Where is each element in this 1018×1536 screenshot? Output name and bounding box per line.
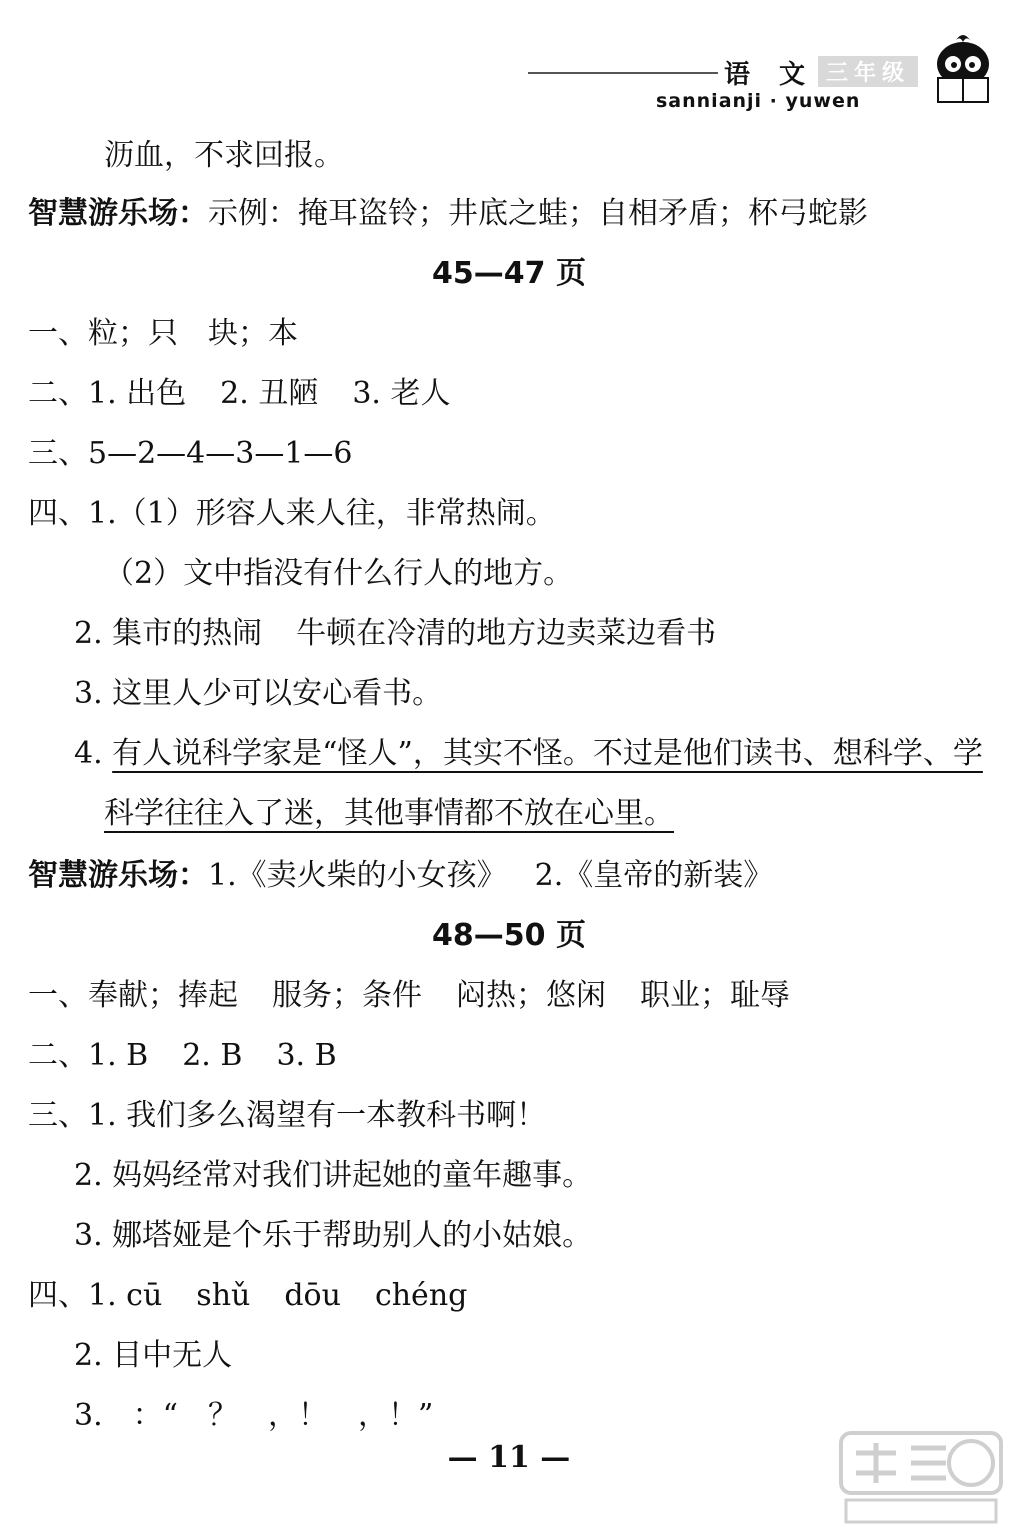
pinyin-item: shǔ	[196, 1278, 251, 1313]
reading-mascot-icon	[928, 30, 998, 105]
underlined-answer: 有人说科学家是“怪人”，其实不怪。不过是他们读书、想科学、学	[112, 736, 983, 771]
page-range-heading: 45—47 页	[432, 256, 586, 291]
page-header	[488, 40, 958, 120]
answer-item: 3. B	[276, 1038, 337, 1073]
answer-item: 2.《皇帝的新装》	[534, 858, 774, 893]
page-number: — 11 —	[447, 1440, 571, 1475]
answer-line	[104, 794, 674, 834]
section-label: 智慧游乐场：	[28, 858, 208, 893]
answer-line: 四、1.（1）形容人来人往，非常热闹。	[28, 496, 556, 531]
answer-item: 1.《卖火柴的小女孩》	[208, 858, 507, 893]
answer-line	[74, 734, 983, 774]
answer-item: 2. B	[182, 1038, 243, 1073]
underlined-answer: 科学往往入了迷，其他事情都不放在心里。	[104, 796, 674, 831]
answer-item: 一、奉献；捧起	[28, 978, 238, 1013]
answer-line: 2. 目中无人	[74, 1338, 233, 1373]
answer-item: 二、1. B	[28, 1038, 149, 1073]
answer-line: 3. 这里人少可以安心看书。	[74, 676, 443, 711]
answer-line	[28, 856, 773, 896]
answer-item: 服务；条件	[272, 978, 422, 1013]
page-range-heading: 48—50 页	[432, 918, 586, 953]
answer-line: （2）文中指没有什么行人的地方。	[104, 556, 574, 591]
answer-line	[28, 1036, 337, 1076]
answer-line: 三、1. 我们多么渴望有一本教科书啊！	[28, 1098, 547, 1133]
answer-line	[28, 1276, 467, 1316]
answer-line	[28, 194, 868, 234]
pinyin-item: chéng	[374, 1278, 468, 1313]
answer-item: 牛顿在冷清的地方边卖菜边看书	[296, 616, 717, 651]
answer-line: 沥血，不求回报。	[104, 138, 344, 173]
answer-line: 3. ：“ ？ ，！ ，！”	[74, 1398, 434, 1433]
answer-item: 3. 老人	[352, 376, 451, 411]
answer-line: 一、粒；只 块；本	[28, 316, 298, 351]
answer-item: 职业；耻辱	[640, 978, 790, 1013]
answer-line	[28, 976, 790, 1016]
answer-item: 2. 丑陋	[220, 376, 319, 411]
answer-line: 2. 妈妈经常对我们讲起她的童年趣事。	[74, 1158, 593, 1193]
header-pinyin: sannianji · yuwen	[656, 90, 861, 112]
answer-item: 2. 集市的热闹	[74, 616, 263, 651]
answer-item: 二、1. 出色	[28, 376, 187, 411]
header-grade: 三年级	[818, 56, 918, 87]
header-subject: 语 文	[718, 54, 821, 91]
pinyin-item: dōu	[284, 1278, 341, 1313]
item-number: 4.	[74, 736, 113, 771]
answer-line	[74, 614, 716, 654]
answer-text: 示例：掩耳盗铃；井底之蛙；自相矛盾；杯弓蛇影	[208, 196, 868, 231]
answer-line: 3. 娜塔娅是个乐于帮助别人的小姑娘。	[74, 1218, 593, 1253]
section-label: 智慧游乐场：	[28, 196, 208, 231]
answer-line: 三、5—2—4—3—1—6	[28, 436, 353, 471]
answer-item: 闷热；悠闲	[456, 978, 606, 1013]
answer-line	[28, 374, 451, 414]
answer-watermark-logo	[836, 1428, 1006, 1528]
pinyin-item: 四、1. cū	[28, 1278, 163, 1313]
